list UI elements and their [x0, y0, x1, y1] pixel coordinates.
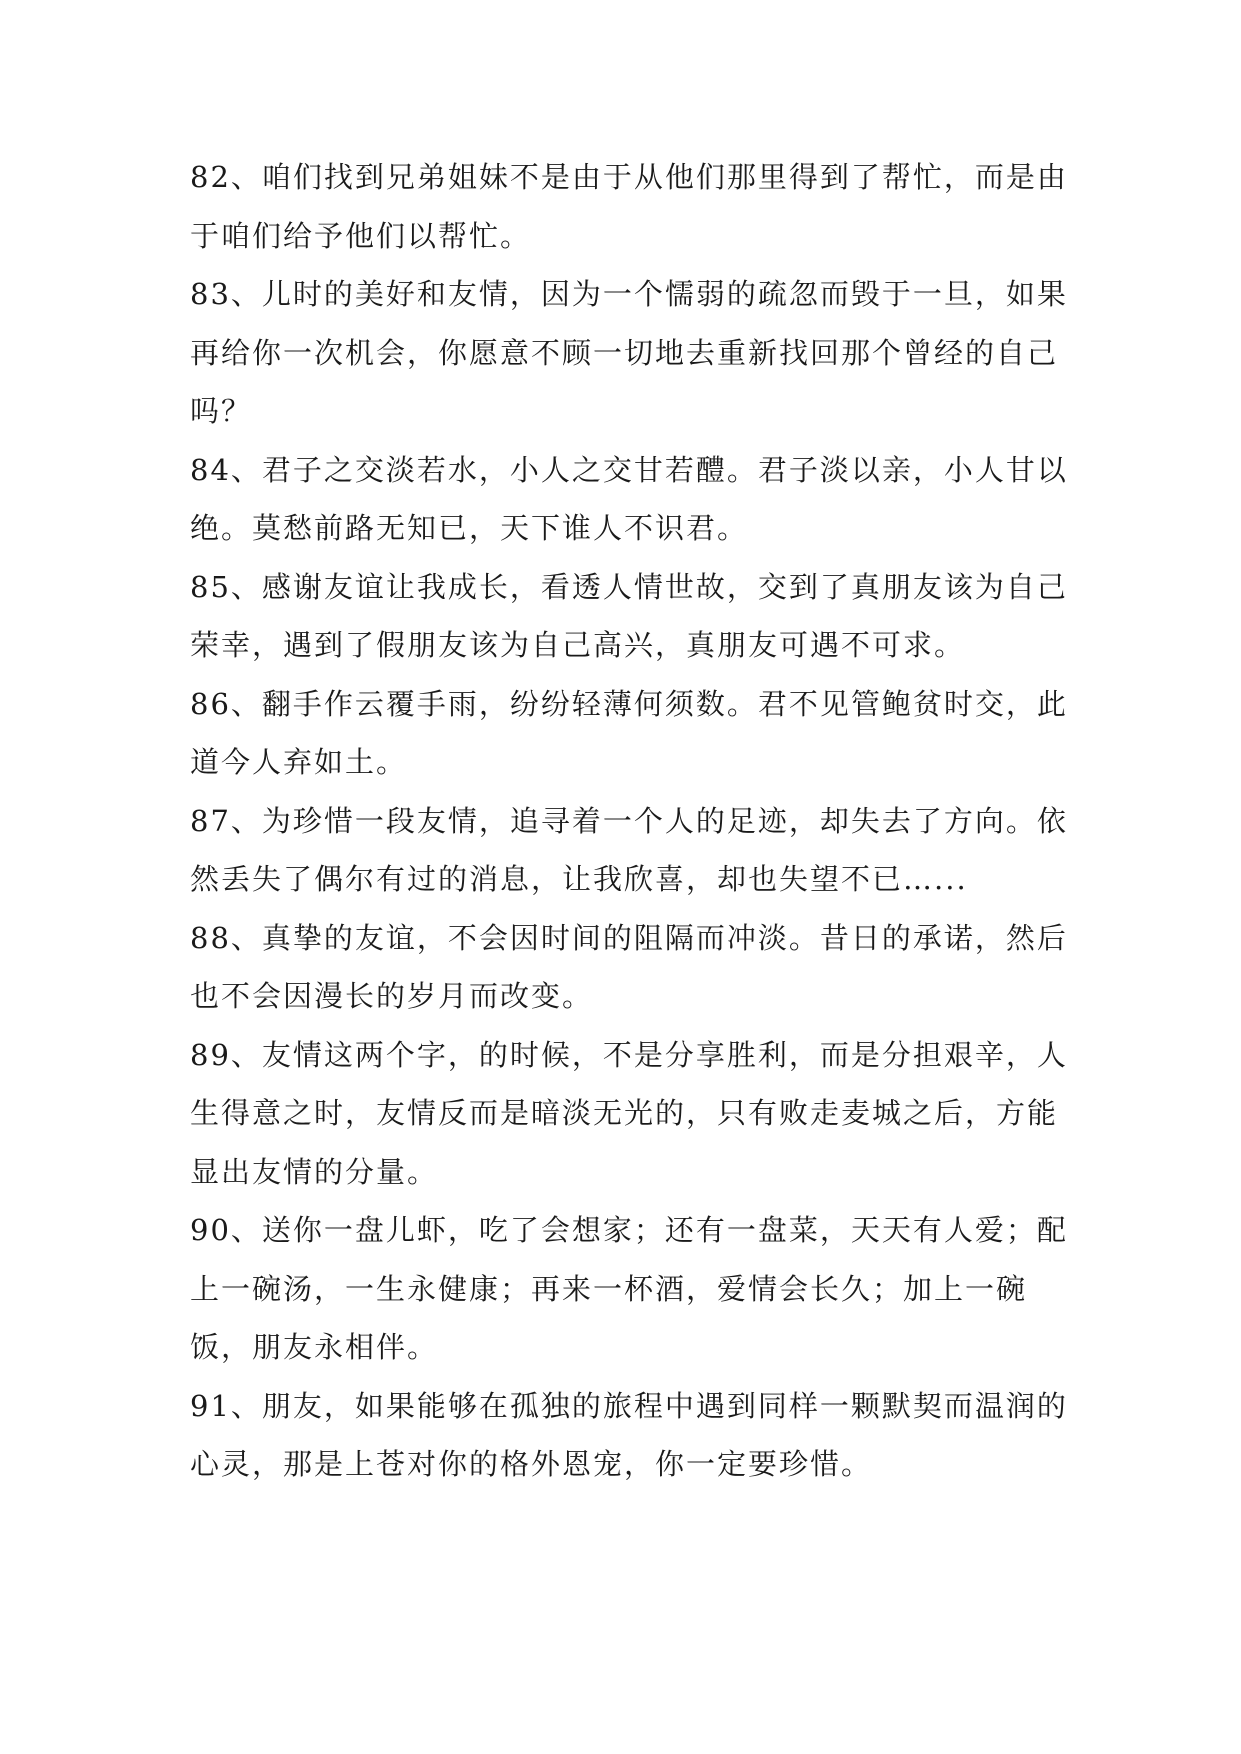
document-page [190, 148, 1070, 1494]
quote-entry-90: 90、送你一盘儿虾，吃了会想家；还有一盘菜，天天有人爱；配上一碗汤，一生永健康；再来一杯酒，爱情会长久；加上一碗饭，朋友永相伴。 [190, 1213, 1068, 1364]
quote-entry-91: 91、朋友，如果能够在孤独的旅程中遇到同样一颗默契而温润的心灵，那是上苍对你的格外恩宠，你一定要珍惜。 [190, 1388, 1068, 1481]
quote-entry-83: 83、儿时的美好和友情，因为一个懦弱的疏忽而毁于一旦，如果再给你一次机会，你愿意不顾一切地去重新找回那个曾经的自己吗？ [190, 277, 1068, 428]
quote-entry-88: 88、真挚的友谊，不会因时间的阻隔而冲淡。昔日的承诺，然后也不会因漫长的岁月而改变。 [190, 920, 1068, 1013]
quote-entry-85: 85、感谢友谊让我成长，看透人情世故，交到了真朋友该为自己荣幸，遇到了假朋友该为自己高兴，真朋友可遇不可求。 [190, 569, 1068, 662]
quote-entry-82: 82、咱们找到兄弟姐妹不是由于从他们那里得到了帮忙，而是由于咱们给予他们以帮忙。 [190, 160, 1068, 253]
quote-entry-89: 89、友情这两个字，的时候，不是分享胜利，而是分担艰辛，人生得意之时，友情反而是暗淡无光的，只有败走麦城之后，方能显出友情的分量。 [190, 1037, 1068, 1189]
quote-entry-86: 86、翻手作云覆手雨，纷纷轻薄何须数。君不见管鲍贫时交，此道今人弃如土。 [190, 686, 1068, 779]
quote-entry-84: 84、君子之交淡若水，小人之交甘若醴。君子淡以亲，小人甘以绝。莫愁前路无知已，天下谁人不识君。 [190, 452, 1068, 545]
quote-entry-87: 87、为珍惜一段友情，追寻着一个人的足迹，却失去了方向。依然丢失了偶尔有过的消息，让我欣喜，却也失望不已…... [190, 803, 1068, 896]
